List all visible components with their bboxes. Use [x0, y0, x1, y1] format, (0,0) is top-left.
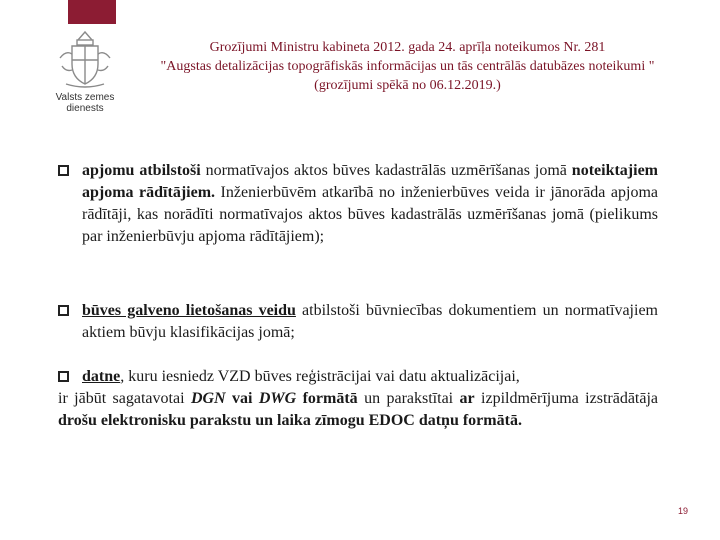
page-number: 19 [677, 506, 688, 516]
logo-text-line2: dienests [66, 103, 104, 114]
slide-header [140, 38, 675, 95]
bullet1-text2: Inženierbūvēm atkarībā no inženierbūves veida ir jānorāda apjoma rādītāji, kas norādīti normatīvajos aktos būves kadastrālās uzmērīšanas jomā (pielikums par inženierbūvju apjoma rādītājiem); [82, 184, 659, 245]
coat-of-arms-icon [56, 28, 114, 90]
bullet1-text1: normatīvajos aktos būves kadastrālās uzmērīšanas jomā [200, 162, 572, 179]
bullet3-text7: izpildmērījuma izstrādātāja [474, 390, 659, 407]
bullet3-text2: ir jābūt sagatavotai [58, 390, 191, 407]
bullet1-bold: noteiktajiem apjoma rādītājiem. [82, 162, 658, 201]
bullet3-text5: un parakstītai [357, 390, 460, 407]
bullet-file-format [58, 366, 658, 432]
checkbox-bullet-icon [58, 371, 69, 382]
bullet-main-use-type [58, 300, 658, 344]
checkbox-bullet-icon [58, 305, 69, 316]
bullet3-text8: drošu elektronisku parakstu un laika zīmogu EDOC datņu formātā. [58, 412, 522, 429]
bullet2-text1: atbilstoši būvniecības dokumentiem un normatīvajiem aktiem būvju klasifikācijas jomā; [82, 302, 658, 341]
brand-bar [68, 0, 116, 24]
vzd-logo [40, 28, 130, 128]
bullet-scope-indicators [58, 160, 658, 248]
bullet3-text4: formātā [296, 390, 358, 407]
bullet2-lead: būves galveno lietošanas veidu [82, 302, 296, 319]
header-title: Grozījumi Ministru kabineta 2012. gada 24. aprīļa noteikumos Nr. 281 [209, 40, 606, 55]
bullet3-text6: ar [459, 390, 475, 407]
header-regulation-name: "Augstas detalizācijas topogrāfiskās informācijas un tās centrālās datubāzes noteikumi " [160, 59, 655, 74]
format-dgn: DGN [190, 390, 226, 407]
bullet1-lead: apjomu atbilstoši [82, 162, 201, 179]
logo-text-line1: Valsts zemes [55, 92, 115, 103]
header-effective-date: (grozījumi spēkā no 06.12.2019.) [314, 78, 501, 93]
checkbox-bullet-icon [58, 165, 69, 176]
format-dwg: DWG [258, 390, 297, 407]
bullet3-text3: vai [225, 390, 259, 407]
bullet3-text1: , kuru iesniedz VZD būves reģistrācijai vai datu aktualizācijai, [120, 368, 520, 385]
bullet3-lead: datne [82, 368, 121, 385]
